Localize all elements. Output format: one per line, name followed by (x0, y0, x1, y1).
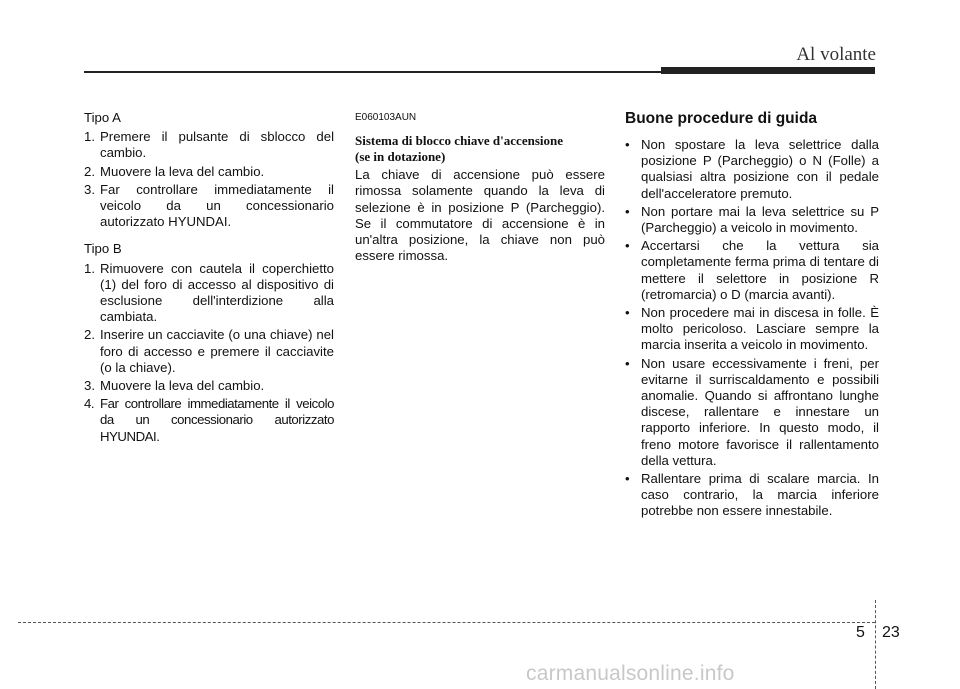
type-a-label: Tipo A (84, 110, 121, 125)
section-title-line2: (se in dotazione) (355, 148, 446, 164)
column-left (84, 110, 334, 447)
watermark: carmanualsonline.info (526, 662, 735, 685)
header-rule-thick (661, 67, 875, 74)
type-b-step: 4. Far controllare immediatamente il veicolo da un concessionario autorizzato HYUNDAI. (84, 396, 334, 444)
type-b-label: Tipo B (84, 241, 122, 257)
bullet-item: • Non portare mai la leva selettrice su P (Parcheggio) a veicolo in movimento. (625, 203, 879, 236)
header-rule-thin (84, 71, 661, 73)
bullet-item: • Accertarsi che la vettura sia completamente ferma prima di tentare di mettere il selettore in posizione R (retromarcia) o D (marcia avanti). (625, 238, 879, 302)
bullet-item: • Non procedere mai in discesa in folle. È molto pericoloso. Lasciare sempre la marcia inserita a veicolo in movimento. (625, 305, 879, 353)
bullet-item: • Rallentare prima di scalare marcia. In caso contrario, la marcia inferiore potrebbe non essere innestabile. (625, 471, 879, 519)
column-middle (355, 110, 605, 264)
type-a-step: 2. Muovere la leva del cambio. (84, 163, 265, 179)
type-b-step: 3. Muovere la leva del cambio. (84, 378, 265, 394)
bullet-icon: • (625, 203, 630, 219)
bullet-item: • Non spostare la leva selettrice dalla posizione P (Parcheggio) o N (Folle) a qualsiasi altra posizione con il pedale dell'acceleratore premuto. (625, 137, 879, 201)
footer-rule (18, 622, 875, 623)
section-code: E060103AUN (355, 112, 417, 123)
bullet-icon: • (625, 471, 630, 487)
type-a-step: 1. Premere il pulsante di sblocco del cambio. (84, 129, 334, 161)
bullet-icon: • (625, 305, 630, 321)
column-right (625, 110, 879, 522)
chapter-number: 5 (856, 624, 865, 641)
bullet-icon: • (625, 137, 630, 152)
type-b-step: 2. Inserire un cacciavite (o una chiave) nel foro di accesso e premere il cacciavite (o la chiave). (84, 327, 334, 375)
bullet-icon: • (625, 355, 630, 371)
section-body: La chiave di accensione può essere rimossa solamente quando la leva di selezione è in posizione P (Parcheggio). Se il commutatore di accensione è in un'altra posizione, la chiave non può essere rimossa. (355, 167, 605, 264)
type-b-step: 1. Rimuovere con cautela il coperchietto (1) del foro di accesso al dispositivo di esclusione dell'interdizione alla cambiata. (84, 260, 334, 325)
page-header-title: Al volante (796, 44, 876, 65)
section-heading: Buone procedure di guida (625, 110, 818, 127)
type-a-step: 3. Far controllare immediatamente il veicolo da un concessionario autorizzato HYUNDAI. (84, 181, 334, 230)
footer-divider (875, 600, 876, 689)
bullet-item: • Non usare eccessivamente i freni, per evitarne il surriscaldamento e possibili anomalie. Quando si affrontano lunghe discese, rallentare e innestare un rapporto inferiore. In questo modo, il freno motore favorisce il rallentamento della vettura. (625, 355, 879, 468)
page-number: 23 (882, 624, 900, 641)
bullet-icon: • (625, 238, 630, 254)
section-title-line1: Sistema di blocco chiave d'accensione (355, 133, 563, 149)
